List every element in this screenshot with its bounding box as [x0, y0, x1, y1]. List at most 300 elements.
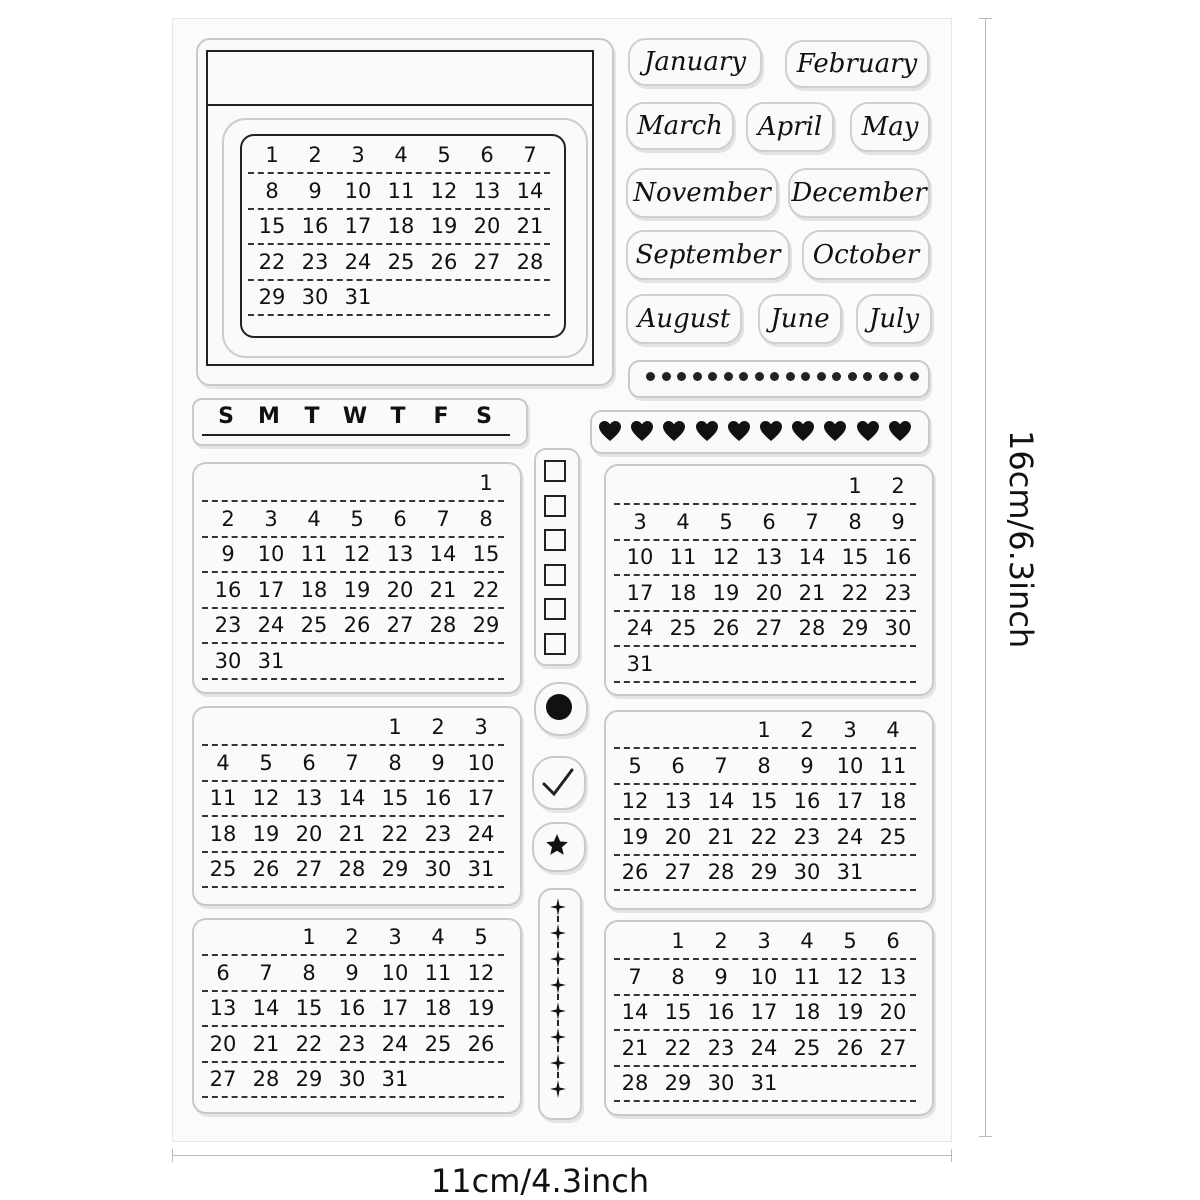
day-cell: 21 — [707, 824, 735, 849]
day-cell: 13 — [295, 786, 323, 810]
row-divider — [614, 574, 916, 576]
day-cell: 24 — [836, 824, 864, 849]
sparkle-icon — [550, 950, 566, 968]
row-divider — [202, 571, 504, 573]
day-cell: 1 — [848, 474, 862, 498]
day-cell: 14 — [429, 542, 457, 566]
day-cell: 22 — [295, 1031, 323, 1056]
heart-icon — [598, 420, 622, 442]
day-cell: 24 — [467, 821, 495, 846]
dot-icon — [693, 372, 702, 381]
row-divider — [614, 1029, 916, 1031]
day-cell: 5 — [350, 506, 364, 531]
day-cell: 20 — [295, 821, 323, 846]
day-cell: 22 — [664, 1035, 692, 1060]
day-cell: 28 — [516, 249, 544, 274]
weekday-label: M — [258, 404, 280, 429]
day-cell: 31 — [257, 648, 285, 673]
day-cell: 22 — [472, 577, 500, 602]
day-cell: 1 — [265, 143, 279, 167]
day-cell: 24 — [257, 613, 285, 637]
day-cell: 26 — [467, 1031, 495, 1056]
day-cell: 27 — [755, 616, 783, 640]
weekday-underline — [202, 434, 510, 436]
dot-icon — [832, 372, 841, 381]
day-cell: 21 — [516, 214, 544, 238]
day-cell: 28 — [338, 857, 366, 881]
day-cell: 9 — [431, 750, 445, 775]
day-cell: 19 — [343, 577, 371, 602]
sparkle-connector — [557, 916, 559, 922]
heart-icon — [630, 420, 654, 442]
day-cell: 12 — [712, 545, 740, 569]
day-cell: 26 — [343, 613, 371, 637]
dot-icon — [677, 372, 686, 381]
sparkle-icon — [550, 1080, 566, 1098]
checkbox-icon — [544, 598, 566, 620]
day-cell: 9 — [714, 964, 728, 989]
label-march: March — [626, 102, 734, 150]
day-cell: 16 — [214, 577, 242, 602]
weekday-label: S — [476, 404, 492, 429]
day-cell: 24 — [344, 249, 372, 274]
day-cell: 7 — [523, 143, 537, 167]
day-cell: 16 — [338, 996, 366, 1020]
day-cell: 7 — [628, 964, 642, 989]
day-cell: 11 — [387, 178, 415, 203]
day-cell: 10 — [626, 545, 654, 569]
day-cell: 16 — [793, 789, 821, 813]
row-divider — [614, 681, 916, 683]
day-cell: 1 — [757, 718, 771, 742]
day-cell: 18 — [209, 821, 237, 846]
day-cell: 2 — [714, 929, 728, 953]
day-cell: 24 — [750, 1035, 778, 1060]
day-cell: 29 — [841, 616, 869, 640]
day-cell: 12 — [621, 789, 649, 813]
day-cell: 7 — [805, 509, 819, 534]
day-cell: 22 — [381, 821, 409, 846]
dot-icon — [848, 372, 857, 381]
day-cell: 21 — [338, 821, 366, 846]
row-divider — [614, 783, 916, 785]
dot-row — [646, 372, 916, 384]
day-cell: 8 — [848, 509, 862, 534]
checkbox-icon — [544, 495, 566, 517]
day-cell: 18 — [300, 577, 328, 602]
dot-icon — [786, 372, 795, 381]
day-cell: 2 — [431, 715, 445, 739]
row-divider — [614, 539, 916, 541]
label-september: September — [626, 230, 790, 280]
row-divider — [248, 279, 550, 281]
width-label: 11cm/4.3inch — [430, 1162, 650, 1200]
row-divider — [248, 314, 550, 316]
dot-icon — [646, 372, 655, 381]
day-cell: 23 — [884, 580, 912, 605]
height-dimension-tick-top — [979, 18, 992, 19]
day-cell: 9 — [891, 509, 905, 534]
day-cell: 10 — [467, 750, 495, 775]
day-cell: 25 — [793, 1035, 821, 1060]
day-cell: 10 — [750, 964, 778, 989]
day-cell: 2 — [221, 506, 235, 531]
day-cell: 22 — [841, 580, 869, 605]
sparkle-connector — [557, 1046, 559, 1052]
sparkle-connector — [557, 968, 559, 974]
dot-icon — [801, 372, 810, 381]
checkbox-icon — [544, 564, 566, 586]
day-cell: 26 — [252, 857, 280, 881]
day-cell: 7 — [714, 753, 728, 778]
day-cell: 27 — [473, 249, 501, 274]
day-cell: 1 — [388, 715, 402, 739]
day-cell: 20 — [473, 214, 501, 238]
label-february: February — [785, 40, 929, 88]
sparkle-connector — [557, 1072, 559, 1078]
width-dimension-line — [172, 1155, 952, 1156]
day-cell: 14 — [252, 996, 280, 1020]
day-cell: 28 — [707, 860, 735, 884]
day-cell: 30 — [214, 648, 242, 673]
day-cell: 8 — [302, 960, 316, 985]
row-divider — [202, 744, 504, 746]
day-cell: 6 — [302, 750, 316, 775]
day-cell: 16 — [424, 786, 452, 810]
day-cell: 27 — [209, 1067, 237, 1091]
heart-icon — [759, 420, 783, 442]
day-cell: 21 — [429, 577, 457, 602]
day-cell: 11 — [669, 545, 697, 569]
day-cell: 27 — [664, 860, 692, 884]
row-divider — [202, 990, 504, 992]
day-cell: 13 — [386, 542, 414, 566]
row-divider — [202, 1025, 504, 1027]
day-cell: 6 — [762, 509, 776, 534]
day-cell: 25 — [387, 249, 415, 274]
row-divider — [202, 642, 504, 644]
dot-icon — [879, 372, 888, 381]
dot-icon — [770, 372, 779, 381]
label-october: October — [802, 230, 930, 280]
checkbox-icon — [544, 529, 566, 551]
day-cell: 4 — [676, 509, 690, 534]
day-cell: 23 — [793, 824, 821, 849]
day-cell: 30 — [793, 860, 821, 884]
day-cell: 6 — [886, 929, 900, 953]
day-cell: 14 — [798, 545, 826, 569]
label-november: November — [626, 168, 778, 218]
dot-icon — [708, 372, 717, 381]
sparkle-icon — [550, 976, 566, 994]
weekday-label: T — [390, 404, 406, 429]
day-cell: 10 — [836, 753, 864, 778]
day-cell: 12 — [467, 960, 495, 985]
day-cell: 25 — [300, 613, 328, 637]
day-cell: 18 — [669, 580, 697, 605]
label-june: June — [758, 294, 842, 344]
day-cell: 18 — [424, 996, 452, 1020]
row-divider — [202, 678, 504, 680]
top-calendar-header-line — [206, 104, 594, 106]
heart-icon — [823, 420, 847, 442]
day-cell: 28 — [621, 1071, 649, 1095]
label-january: January — [628, 38, 762, 86]
day-cell: 5 — [474, 925, 488, 949]
day-cell: 17 — [257, 577, 285, 602]
heart-icon — [888, 420, 912, 442]
day-cell: 7 — [436, 506, 450, 531]
day-cell: 10 — [381, 960, 409, 985]
row-divider — [614, 747, 916, 749]
day-cell: 12 — [430, 178, 458, 203]
day-cell: 8 — [479, 506, 493, 531]
day-cell: 31 — [344, 285, 372, 309]
sparkle-icon — [550, 924, 566, 942]
day-cell: 21 — [252, 1031, 280, 1056]
day-cell: 9 — [221, 542, 235, 566]
day-cell: 13 — [473, 178, 501, 203]
day-cell: 29 — [664, 1071, 692, 1095]
day-cell: 25 — [424, 1031, 452, 1056]
day-cell: 15 — [472, 542, 500, 566]
day-cell: 15 — [381, 786, 409, 810]
row-divider — [248, 172, 550, 174]
day-cell: 16 — [707, 1000, 735, 1024]
day-cell: 13 — [755, 545, 783, 569]
day-cell: 29 — [750, 860, 778, 884]
day-cell: 18 — [793, 1000, 821, 1024]
day-cell: 28 — [252, 1067, 280, 1091]
day-cell: 8 — [757, 753, 771, 778]
day-cell: 8 — [671, 964, 685, 989]
day-cell: 6 — [393, 506, 407, 531]
day-cell: 3 — [843, 718, 857, 742]
day-cell: 15 — [295, 996, 323, 1020]
day-cell: 17 — [344, 214, 372, 238]
day-cell: 24 — [381, 1031, 409, 1056]
day-cell: 23 — [301, 249, 329, 274]
day-cell: 25 — [669, 616, 697, 640]
filled-circle-icon — [546, 694, 572, 720]
day-cell: 19 — [836, 1000, 864, 1024]
row-divider — [202, 500, 504, 502]
day-cell: 12 — [252, 786, 280, 810]
day-cell: 2 — [345, 925, 359, 949]
row-divider — [614, 854, 916, 856]
day-cell: 14 — [707, 789, 735, 813]
day-cell: 2 — [308, 143, 322, 167]
dot-icon — [662, 372, 671, 381]
checkbox-icon — [544, 460, 566, 482]
height-label: 16cm/6.3inch — [1002, 430, 1040, 649]
dot-icon — [755, 372, 764, 381]
day-cell: 6 — [671, 753, 685, 778]
day-cell: 5 — [628, 753, 642, 778]
day-cell: 11 — [300, 542, 328, 566]
day-cell: 5 — [719, 509, 733, 534]
row-divider — [202, 536, 504, 538]
day-cell: 29 — [258, 285, 286, 309]
dot-icon — [894, 372, 903, 381]
day-cell: 31 — [836, 860, 864, 884]
day-cell: 5 — [259, 750, 273, 775]
day-cell: 10 — [257, 542, 285, 566]
row-divider — [614, 889, 916, 891]
day-cell: 28 — [429, 613, 457, 637]
checkmark-icon — [538, 762, 578, 802]
day-cell: 30 — [338, 1067, 366, 1091]
row-divider — [202, 954, 504, 956]
row-divider — [614, 994, 916, 996]
day-cell: 27 — [879, 1035, 907, 1060]
day-cell: 19 — [467, 996, 495, 1020]
day-cell: 27 — [386, 613, 414, 637]
day-cell: 20 — [755, 580, 783, 605]
day-cell: 25 — [209, 857, 237, 881]
day-cell: 15 — [664, 1000, 692, 1024]
day-cell: 10 — [344, 178, 372, 203]
weekday-label: S — [218, 404, 234, 429]
day-cell: 21 — [621, 1035, 649, 1060]
day-cell: 12 — [343, 542, 371, 566]
row-divider — [614, 818, 916, 820]
day-cell: 4 — [431, 925, 445, 949]
day-cell: 9 — [800, 753, 814, 778]
day-cell: 11 — [424, 960, 452, 985]
sparkle-connector — [557, 1020, 559, 1026]
day-cell: 23 — [707, 1035, 735, 1060]
day-cell: 14 — [621, 1000, 649, 1024]
label-april: April — [746, 102, 834, 152]
row-divider — [202, 1061, 504, 1063]
day-cell: 22 — [750, 824, 778, 849]
day-cell: 1 — [479, 471, 493, 495]
day-cell: 21 — [798, 580, 826, 605]
day-cell: 4 — [216, 750, 230, 775]
row-divider — [614, 503, 916, 505]
day-cell: 19 — [430, 214, 458, 238]
day-cell: 11 — [879, 753, 907, 778]
width-dimension-tick-left — [172, 1149, 173, 1162]
day-cell: 3 — [633, 509, 647, 534]
day-cell: 30 — [424, 857, 452, 881]
day-cell: 23 — [338, 1031, 366, 1056]
day-cell: 20 — [386, 577, 414, 602]
weekday-row — [206, 404, 506, 434]
day-cell: 19 — [621, 824, 649, 849]
day-cell: 29 — [381, 857, 409, 881]
label-may: May — [850, 102, 930, 152]
day-cell: 13 — [879, 964, 907, 989]
sparkle-icon — [550, 1002, 566, 1020]
sparkle-icon — [550, 1054, 566, 1072]
day-cell: 29 — [472, 613, 500, 637]
weekday-label: F — [433, 404, 449, 429]
day-cell: 13 — [664, 789, 692, 813]
day-cell: 3 — [474, 715, 488, 739]
heart-icon — [662, 420, 686, 442]
day-cell: 26 — [836, 1035, 864, 1060]
row-divider — [614, 1065, 916, 1067]
day-cell: 20 — [664, 824, 692, 849]
day-cell: 17 — [836, 789, 864, 813]
row-divider — [202, 886, 504, 888]
day-cell: 28 — [798, 616, 826, 640]
row-divider — [614, 645, 916, 647]
weekday-label: W — [342, 404, 368, 429]
day-cell: 4 — [886, 718, 900, 742]
day-cell: 30 — [707, 1071, 735, 1095]
day-cell: 31 — [381, 1067, 409, 1091]
label-august: August — [626, 294, 742, 344]
sparkle-icon — [550, 1028, 566, 1046]
dot-icon — [739, 372, 748, 381]
day-cell: 30 — [884, 616, 912, 640]
heart-icon — [727, 420, 751, 442]
day-cell: 2 — [891, 474, 905, 498]
day-cell: 15 — [750, 789, 778, 813]
star-icon — [544, 832, 570, 858]
day-cell: 1 — [671, 929, 685, 953]
day-cell: 4 — [394, 143, 408, 167]
row-divider — [202, 1096, 504, 1098]
day-cell: 15 — [258, 214, 286, 238]
dot-icon — [910, 372, 919, 381]
day-cell: 8 — [388, 750, 402, 775]
day-cell: 7 — [259, 960, 273, 985]
row-divider — [202, 780, 504, 782]
day-cell: 20 — [879, 1000, 907, 1024]
day-cell: 11 — [793, 964, 821, 989]
row-divider — [614, 610, 916, 612]
day-cell: 22 — [258, 249, 286, 274]
dot-icon — [863, 372, 872, 381]
day-cell: 17 — [467, 786, 495, 810]
day-cell: 6 — [480, 143, 494, 167]
day-cell: 26 — [621, 860, 649, 884]
day-cell: 25 — [879, 824, 907, 849]
row-divider — [248, 243, 550, 245]
height-dimension-tick-bottom — [979, 1136, 992, 1137]
day-cell: 26 — [430, 249, 458, 274]
dot-icon — [724, 372, 733, 381]
heart-row — [598, 414, 918, 446]
day-cell: 14 — [516, 178, 544, 203]
weekday-label: T — [304, 404, 320, 429]
day-cell: 18 — [387, 214, 415, 238]
day-cell: 27 — [295, 857, 323, 881]
day-cell: 2 — [800, 718, 814, 742]
day-cell: 14 — [338, 786, 366, 810]
day-cell: 11 — [209, 786, 237, 810]
heart-icon — [856, 420, 880, 442]
label-july: July — [856, 294, 932, 344]
day-cell: 29 — [295, 1067, 323, 1091]
day-cell: 23 — [214, 613, 242, 637]
day-cell: 15 — [841, 545, 869, 569]
day-cell: 24 — [626, 616, 654, 640]
width-dimension-tick-right — [951, 1149, 952, 1162]
sparkle-icon — [550, 898, 566, 916]
day-cell: 23 — [424, 821, 452, 846]
dot-icon — [817, 372, 826, 381]
day-cell: 5 — [437, 143, 451, 167]
heart-icon — [791, 420, 815, 442]
day-cell: 17 — [381, 996, 409, 1020]
label-december: December — [788, 168, 930, 218]
day-cell: 13 — [209, 996, 237, 1020]
